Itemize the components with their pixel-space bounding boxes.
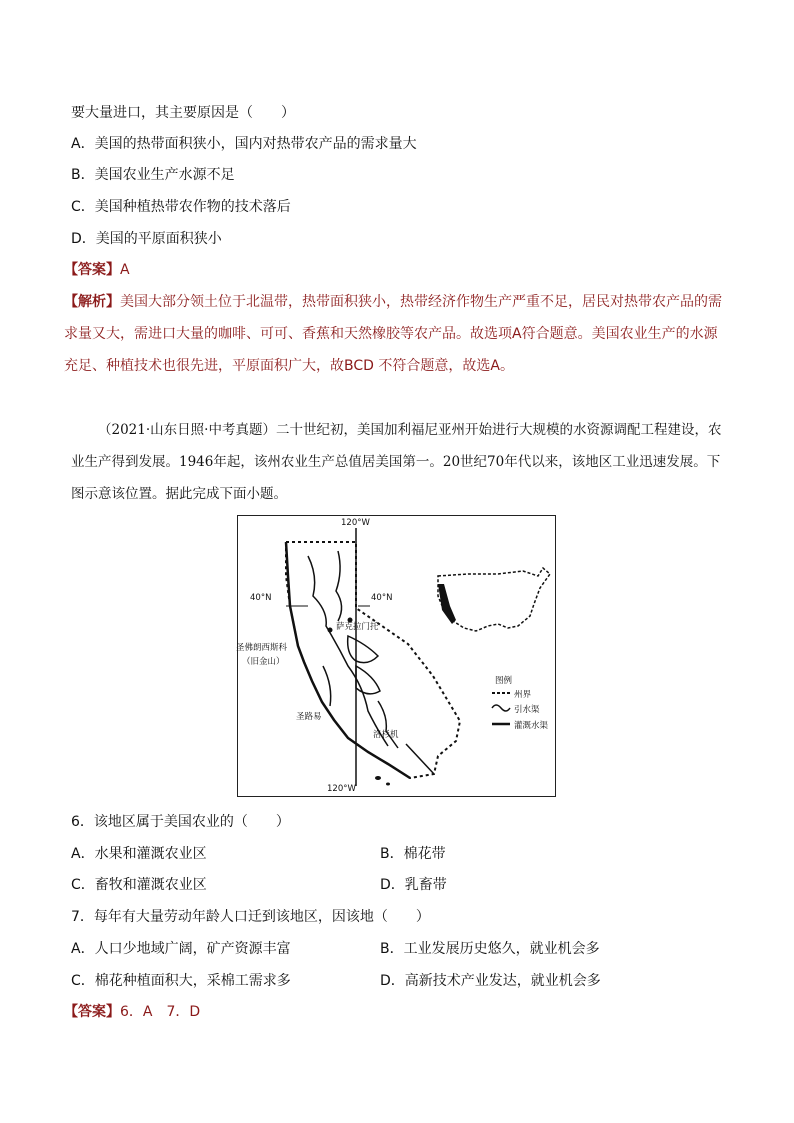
us-inset (438, 568, 550, 631)
analysis-block (64, 286, 725, 382)
irrigation-loop-1 (348, 636, 378, 663)
analysis-text: 美国大部分领土位于北温带，热带面积狭小，热带经济作物生产严重不足，居民对热带农产品的需求量又大，需进口大量的咖啡、可可、香蕉和天然橡胶等农产品。故选项A符合题意。美国农业生产的水源充足、种植技术也很先进，平原面积广大，故BCD 不符合题意，故选A。 (64, 294, 722, 374)
q6-option-c: C．畜牧和灌溉农业区 (71, 877, 207, 893)
analysis-tag: 【解析】 (64, 294, 120, 310)
legend-state-label: 州界 (514, 690, 532, 700)
option-d: D．美国的平原面积狭小 (71, 231, 222, 247)
lon-label-top: 120°W (341, 518, 370, 528)
island-1 (375, 776, 381, 780)
answer-line (64, 260, 130, 280)
material-intro: （2021·山东日照·中考真题）二十世纪初，美国加利福尼亚州开始进行大规模的水资源调配工程建设，农业生产得到发展。1946年起，该州农业生产总值居美国第一。20世纪70年代以来，该地区工业迅速发展。下图示意该位置。据此完成下面小题。 (71, 422, 722, 502)
question-stem-tail: 要大量进口，其主要原因是（ ） (71, 105, 295, 121)
q7-option-b: B．工业发展历史悠久，就业机会多 (380, 941, 600, 957)
answer-value: A (120, 262, 130, 278)
city-label-sf: 圣佛朗西斯科 (236, 643, 288, 653)
lat-label-left: 40°N (250, 593, 272, 603)
canal-2 (336, 551, 342, 621)
irrigation-loop-2 (356, 666, 380, 694)
q7-option-a: A．人口少地域广阔，矿产资源丰富 (71, 941, 291, 957)
option-a: A．美国的热带面积狭小，国内对热带农产品的需求量大 (71, 136, 417, 152)
city-label-sacramento: 萨克拉门托 (336, 622, 379, 632)
final-answer-tag: 【答案】 (64, 1004, 120, 1020)
q6-option-b: B．棉花带 (380, 846, 446, 862)
final-answer-value: 6．A 7．D (120, 1004, 201, 1020)
coastline (286, 542, 410, 778)
answer-tag: 【答案】 (64, 262, 120, 278)
option-c: C．美国种植热带农作物的技术落后 (71, 199, 291, 215)
legend-title: 图例 (495, 676, 513, 686)
q7-option-c: C．棉花种植面积大，采棉工需求多 (71, 973, 291, 989)
lon-label-bottom: 120°W (327, 784, 356, 794)
q6-stem: 6．该地区属于美国农业的（ ） (71, 814, 290, 830)
q6-option-a: A．水果和灌溉农业区 (71, 846, 207, 862)
q7-option-d: D．高新技术产业发达，就业机会多 (380, 973, 601, 989)
lat-label-right: 40°N (371, 593, 393, 603)
legend-canal-symbol (492, 705, 510, 711)
island-2 (386, 783, 390, 786)
city-label-sl: 圣路易 (296, 712, 322, 722)
q6-option-d: D．乳畜带 (380, 877, 447, 893)
city-label-la: 洛杉机 (373, 730, 399, 740)
city-label-sf-alt: （旧金山） (242, 657, 285, 667)
canal-5 (406, 744, 434, 774)
canal-4 (378, 701, 398, 748)
final-answer-line (64, 1002, 200, 1022)
canal-3 (323, 666, 331, 706)
california-map (237, 515, 556, 797)
sf-point (328, 628, 333, 633)
map-drawing (238, 516, 557, 798)
legend-canal-label: 引水渠 (514, 705, 540, 715)
legend-irrigation-label: 灌溉水渠 (514, 721, 549, 731)
q7-stem: 7．每年有大量劳动年龄人口迁到该地区，因该地（ ） (71, 909, 430, 925)
option-b: B．美国农业生产水源不足 (71, 167, 235, 183)
